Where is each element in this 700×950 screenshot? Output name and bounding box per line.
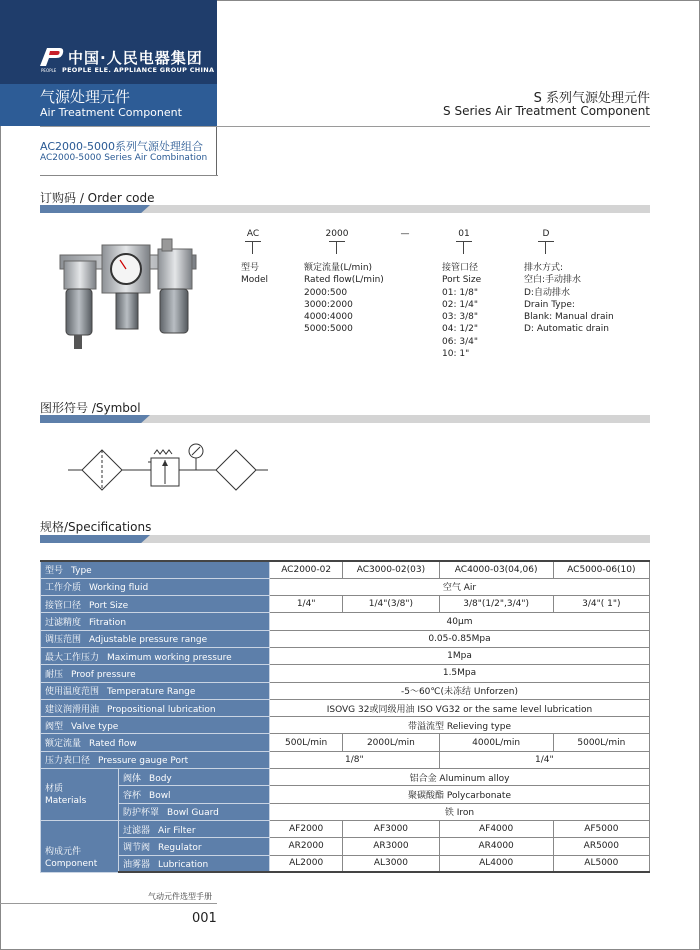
spec-value: 4000L/min	[439, 734, 553, 751]
order-code-line: 01: 1/8"	[442, 287, 478, 298]
spec-value: AL5000	[553, 855, 649, 872]
header-divider	[40, 126, 650, 127]
category-title-en: Air Treatment Component	[40, 106, 182, 119]
order-code-line: 额定流量(L/min)	[304, 263, 373, 273]
spec-value: AR5000	[553, 838, 649, 855]
order-code-model-desc	[241, 262, 268, 287]
spec-label: 接管口径 Port Size	[41, 596, 270, 613]
table-row	[41, 699, 650, 716]
table-row	[41, 596, 650, 613]
table-row	[41, 751, 650, 768]
order-code-part-model: AC	[246, 229, 260, 239]
spec-sublabel: 调节阀 Regulator	[119, 838, 270, 855]
order-code-line: 03: 3/8"	[442, 312, 478, 323]
series-title-cn: S 系列气源处理元件	[533, 91, 650, 106]
spec-value: 1/4"	[439, 751, 649, 768]
order-code-port-desc	[442, 262, 481, 360]
table-row	[41, 717, 650, 734]
spec-value: 500L/min	[270, 734, 343, 751]
symbol-title: 图形符号 /Symbol	[40, 401, 141, 415]
spec-value: AL4000	[439, 855, 553, 872]
spec-value: 1Mpa	[270, 647, 650, 664]
spec-value: 0.05-0.85Mpa	[270, 630, 650, 647]
series-title-en: S Series Air Treatment Component	[443, 104, 650, 118]
spec-value: AF5000	[553, 820, 649, 837]
order-code-line: Blank: Manual drain	[524, 312, 614, 323]
order-code-tick	[329, 241, 345, 253]
order-code-part-port: 01	[458, 229, 470, 239]
spec-model: AC2000-02	[270, 561, 343, 578]
spec-label: 使用温度范围 Temperature Range	[41, 682, 270, 699]
order-code-line: 02: 1/4"	[442, 299, 478, 310]
spec-value: -5～60℃(未冻结 Unforzen)	[270, 682, 650, 699]
order-code-line: 4000:4000	[304, 312, 353, 323]
category-title-cn: 气源处理元件	[40, 88, 131, 106]
order-code-line: Port Size	[442, 275, 482, 286]
spec-label: 型号 Type	[41, 561, 270, 578]
order-code-bar	[40, 205, 650, 213]
spec-value: 1.5Mpa	[270, 665, 650, 682]
order-code-line: 3000:2000	[304, 299, 353, 310]
spec-value: 2000L/min	[343, 734, 439, 751]
brand-logo-icon	[38, 46, 64, 68]
order-code-line: D: Automatic drain	[524, 324, 609, 335]
combo-divider	[40, 175, 218, 176]
pneumatic-symbol-diagram	[68, 440, 288, 500]
order-code-line: 06: 3/4"	[442, 336, 478, 347]
spec-value: 40μm	[270, 613, 650, 630]
table-row	[41, 682, 650, 699]
spec-value: 带溢流型 Relieving type	[270, 717, 650, 734]
table-row	[41, 769, 650, 786]
spec-value: AL3000	[343, 855, 439, 872]
table-row	[41, 803, 650, 820]
spec-sublabel: 容杯 Bowl	[119, 786, 270, 803]
footer-divider	[0, 903, 217, 904]
order-code-line: Drain Type:	[524, 299, 575, 310]
spec-label: 耐压 Proof pressure	[41, 665, 270, 682]
specs-title: 规格/Specifications	[40, 520, 152, 534]
order-code-line: 空白:手动排水	[524, 275, 582, 286]
spec-label: 工作介质 Working fluid	[41, 578, 270, 595]
combo-title-cn: AC2000-5000系列气源处理组合	[40, 140, 203, 153]
spec-label: 过滤精度 Fitration	[41, 613, 270, 630]
spec-value: 1/4"(3/8")	[343, 596, 439, 613]
spec-label: 压力表口径 Pressure gauge Port	[41, 751, 270, 768]
spec-label: 建议润滑用油 Propositional lubrication	[41, 699, 270, 716]
order-code-line: 5000:5000	[304, 324, 353, 335]
order-code-tick	[245, 241, 261, 253]
table-row	[41, 578, 650, 595]
spec-value: AF3000	[343, 820, 439, 837]
combo-title-en: AC2000-5000 Series Air Combination	[40, 153, 208, 163]
table-row	[41, 838, 650, 855]
table-row	[41, 855, 650, 872]
spec-value: 3/8"(1/2",3/4")	[439, 596, 553, 613]
order-code-part-flow: 2000	[325, 229, 349, 239]
order-code-part-drain: D	[542, 229, 550, 239]
order-code-tick	[456, 241, 472, 253]
spec-model: AC5000-06(10)	[553, 561, 649, 578]
order-code-flow-desc	[304, 262, 384, 336]
spec-value: 空气 Air	[270, 578, 650, 595]
spec-label: 额定流量 Rated flow	[41, 734, 270, 751]
footer-note: 气动元件选型手册	[148, 892, 212, 901]
brand-name-cn: 中国·人民电器集团	[68, 48, 203, 67]
table-row	[41, 665, 650, 682]
order-code-line: 10: 1"	[442, 349, 470, 360]
brand-name-en: PEOPLE ELE. APPLIANCE GROUP CHINA	[62, 66, 215, 74]
spec-value: ISOVG 32或同级用油 ISO VG32 or the same level lubrication	[270, 699, 650, 716]
symbol-bar	[40, 415, 650, 423]
table-row	[41, 613, 650, 630]
order-code-line: 04: 1/2"	[442, 324, 478, 335]
table-row	[41, 786, 650, 803]
spec-value: 5000L/min	[553, 734, 649, 751]
specifications-table	[40, 560, 650, 873]
spec-value: AF4000	[439, 820, 553, 837]
spec-model: AC3000-02(03)	[343, 561, 439, 578]
components-group-label: 构成元件 Component	[41, 820, 119, 872]
spec-sublabel: 过滤器 Air Filter	[119, 820, 270, 837]
order-code-line: 2000:500	[304, 287, 348, 298]
order-code-tick	[538, 241, 554, 253]
spec-label: 阀型 Valve type	[41, 717, 270, 734]
spec-value: 1/4"	[270, 596, 343, 613]
spec-label: 调压范围 Adjustable pressure range	[41, 630, 270, 647]
order-code-line: Rated flow(L/min)	[304, 275, 384, 286]
brand-logo	[38, 46, 203, 68]
spec-value: 3/4"( 1")	[553, 596, 649, 613]
order-code-line: 型号	[241, 263, 260, 273]
order-code-line: 排水方式:	[524, 263, 564, 273]
order-code-title: 订购码 / Order code	[40, 191, 155, 205]
table-row	[41, 630, 650, 647]
spec-value: 铁 Iron	[270, 803, 650, 820]
air-combination-unit-image	[58, 235, 198, 355]
table-row	[41, 647, 650, 664]
page-number: 001	[192, 911, 217, 926]
spec-sublabel: 油雾器 Lubrication	[119, 855, 270, 872]
spec-value: 铝合金 Aluminum alloy	[270, 769, 650, 786]
table-row	[41, 561, 650, 578]
order-code-drain-desc	[524, 262, 614, 336]
materials-group-label: 材质 Materials	[41, 769, 119, 821]
spec-value: 聚碳酸酯 Polycarbonate	[270, 786, 650, 803]
table-row	[41, 820, 650, 837]
spec-value: AR4000	[439, 838, 553, 855]
spec-sublabel: 阀体 Body	[119, 769, 270, 786]
spec-value: AL2000	[270, 855, 343, 872]
spec-model: AC4000-03(04,06)	[439, 561, 553, 578]
order-code-line: D:自动排水	[524, 287, 570, 298]
spec-value: AF2000	[270, 820, 343, 837]
specs-bar	[40, 535, 650, 543]
spec-sublabel: 防护杯罩 Bowl Guard	[119, 803, 270, 820]
brand-mark-text: PEOPLE	[41, 68, 57, 73]
order-code-line: 接管口径	[442, 263, 479, 273]
spec-value: AR3000	[343, 838, 439, 855]
spec-value: AR2000	[270, 838, 343, 855]
spec-value: 1/8"	[270, 751, 440, 768]
order-code-line: Model	[241, 275, 269, 286]
order-code-separator: —	[400, 229, 410, 239]
table-row	[41, 734, 650, 751]
spec-label: 最大工作压力 Maximum working pressure	[41, 647, 270, 664]
